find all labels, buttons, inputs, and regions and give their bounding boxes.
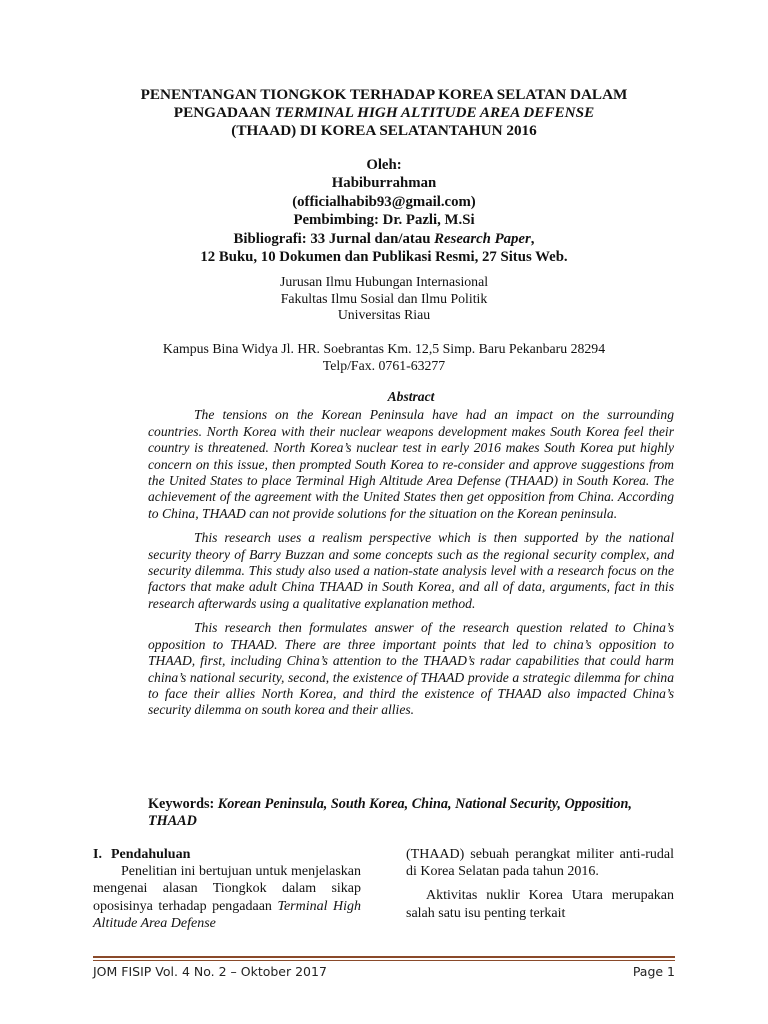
intro-italic: Terminal High Altitude Area Defense [93, 898, 361, 931]
footer-rule [93, 956, 675, 958]
intro-paragraph [93, 863, 361, 932]
page-footer [93, 964, 675, 984]
author-email: (officialhabib93@gmail.com) [292, 193, 476, 210]
author-block [100, 156, 668, 266]
footer-rule-thin [93, 960, 675, 961]
right-column [406, 846, 674, 929]
title-line-2-normal: PENGADAAN [173, 104, 275, 121]
department: Jurusan Ilmu Hubungan Internasional [279, 274, 489, 289]
supervisor: Pembimbing: Dr. Pazli, M.Si [293, 212, 475, 229]
title-line-2 [100, 104, 668, 122]
section-title: Pendahuluan [111, 847, 191, 862]
left-column [93, 846, 361, 932]
campus-address [100, 341, 668, 374]
title-line-3: (THAAD) DI KOREA SELATANTAHUN 2016 [231, 122, 537, 139]
phone: Telp/Fax. 0761-63277 [322, 357, 446, 373]
abstract-paragraph: This research then formulates answer of the research question related to China’s opposition to THAAD. There are three important points that led to china’s opposition to THAAD, first, including China’s attention to the THAAD’s radar capabilities that could harm china’s national security, second, the existence of THAAD provide a strategic dilemma for china to face their allies North Korea, and third the existence of THAAD also impacted China’s security dilemma on south korea and their allies. [148, 620, 674, 718]
abstract-paragraph: The tensions on the Korean Peninsula have had an impact on the surrounding countries. North Korea with their nuclear weapons development makes South Korea feel their country is threatened. North Korea’s nuclear test in early 2016 makes South Korea put highly concern on this issue, then prompted South Korea to re-consider and approve suggestions from the United States to place Terminal High Altitude Area Defense (THAAD) in South Korea. The achievement of the agreement with the United States then get opposition from China. According to China, THAAD can not provide solutions for the situation on the Korean peninsula. [148, 407, 674, 521]
by-label: Oleh: [366, 157, 402, 173]
journal-info: JOM FISIP Vol. 4 No. 2 – Oktober 2017 [93, 964, 327, 979]
paper-title [100, 86, 668, 140]
page-number: Page 1 [632, 964, 675, 979]
bibliography-suffix: , [530, 230, 535, 247]
section-number: I. [93, 847, 102, 862]
keywords [148, 796, 674, 830]
bibliography-line-1 [100, 230, 668, 248]
keywords-label: Keywords: [148, 796, 215, 812]
abstract-heading: Abstract [387, 389, 435, 404]
bibliography-italic: Research Paper [434, 230, 531, 247]
university: Universitas Riau [337, 307, 431, 322]
address: Kampus Bina Widya Jl. HR. Soebrantas Km. 12,5 Simp. Baru Pekanbaru 28294 [162, 341, 606, 356]
right-paragraph-2: Aktivitas nuklir Korea Utara merupakan salah satu isu penting terkait [406, 888, 674, 921]
title-line-1: PENENTANGAN TIONGKOK TERHADAP KOREA SELATAN DALAM [140, 86, 628, 103]
title-line-2-italic: TERMINAL HIGH ALTITUDE AREA DEFENSE [274, 104, 595, 121]
section-heading [93, 846, 361, 863]
faculty: Fakultas Ilmu Sosial dan Ilmu Politik [280, 290, 488, 306]
affiliation [100, 274, 668, 324]
keywords-values: Korean Peninsula, South Korea, China, National Security, Opposition, THAAD [148, 796, 632, 829]
right-paragraph-1: (THAAD) sebuah perangkat militer anti-rudal di Korea Selatan pada tahun 2016. [406, 847, 674, 880]
author-name: Habiburrahman [331, 175, 437, 192]
abstract [148, 389, 674, 727]
abstract-paragraph: This research uses a realism perspective which is then supported by the national security theory of Barry Buzzan and some concepts such as the regional security complex, and security dilemma. This study also used a nation-state analysis level with a research focus on the factors that make adult China THAAD in South Korea, and all of data, arguments, fact in this research afterwards using a qualitative explanation method. [148, 530, 674, 611]
bibliography-prefix: Bibliografi: 33 Jurnal dan/atau [233, 230, 435, 247]
bibliography-line-2: 12 Buku, 10 Dokumen dan Publikasi Resmi, 27 Situs Web. [200, 249, 568, 266]
intro-text: Penelitian ini bertujuan untuk menjelaskan mengenai alasan Tiongkok dalam sikap oposisinya terhadap pengadaan [93, 864, 361, 914]
